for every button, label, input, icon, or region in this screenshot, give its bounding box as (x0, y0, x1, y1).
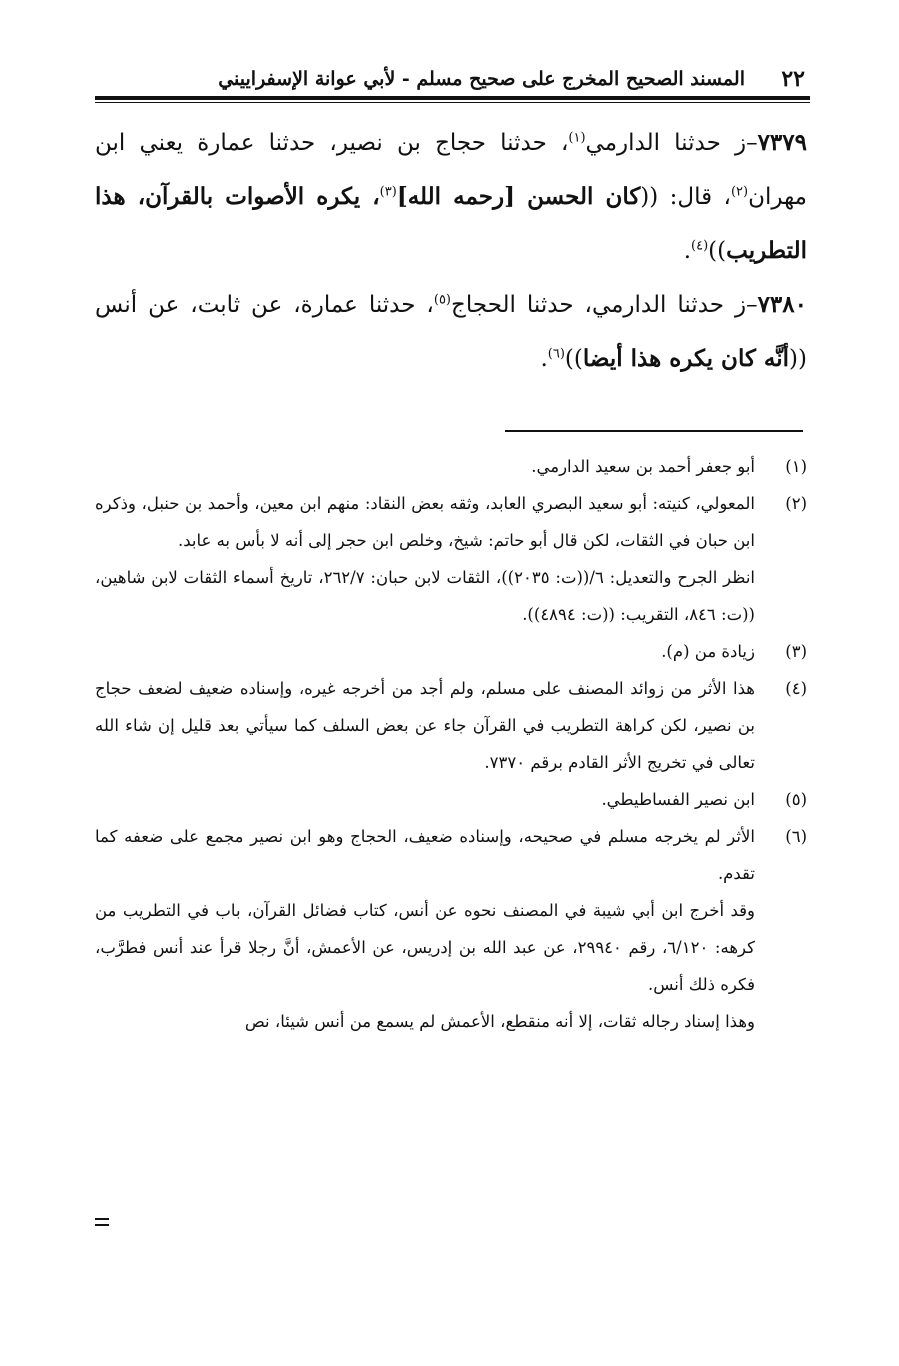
hadith-matn: ، يكره الأصوات بالقرآن، هذا التطريب (95, 183, 807, 264)
hadith-text: )) (564, 346, 583, 372)
hadith-text: . (540, 346, 548, 372)
running-title: المسند الصحيح المخرج على صحيح مسلم - لأبي عوانة الإسفراييني (218, 68, 745, 90)
footnote-text: أبو جعفر أحمد بن سعيد الدارمي. (531, 457, 755, 476)
hadith-matn: كان الحسن [رحمه الله] (396, 183, 641, 210)
footnote-marker: (٣) (785, 642, 807, 661)
footnote-3 (95, 633, 807, 670)
footnote-marker: (٥) (785, 790, 807, 809)
hadith-text: –ز حدثنا الدارمي، حدثنا الحجاج (451, 292, 758, 318)
footnote-ref: (٢) (730, 184, 749, 200)
footnote-marker: (٤) (785, 679, 807, 698)
footnote-text: وقد أخرج ابن أبي شيبة في المصنف نحوه عن أنس، كتاب فضائل القرآن، باب في التطريب من كرهه: ٦/١٢٠، رقم ٢٩٩٤٠، عن عبد الله بن إدريس، عن الأعمش، أنَّ رجلا قرأ عند أنس فطرَّب، فكره ذلك أنس. (95, 901, 755, 994)
footnote-1 (95, 448, 807, 485)
hadith-text: –ز حدثنا الدارمي (585, 130, 758, 156)
footnote-ref: (٣) (379, 184, 397, 200)
footnote-marker: (٢) (785, 494, 807, 513)
continuation-mark (95, 1218, 109, 1230)
footnote-6 (95, 818, 807, 1040)
page-number: ٢٢ (781, 66, 805, 92)
footnote-text: ابن نصير الفساطيطي. (601, 790, 755, 809)
hadith-text: ، حدثنا عمارة، عن ثابت، عن أنس (( (95, 292, 807, 372)
hadith-number: ٧٣٨٠ (757, 291, 807, 318)
footnote-ref: (٦) (547, 346, 565, 362)
footnote-separator (505, 430, 803, 432)
footnote-text: هذا الأثر من زوائد المصنف على مسلم، ولم أجد من أخرجه غيره، وإسناده ضعيف لضعف حجاج بن نصير، لكن كراهة التطريب في القرآن جاء عن بعض السلف كما سيأتي بعد قليل إن شاء الله تعالى في تخريج الأثر القادم برقم ٧٣٧٠. (95, 679, 755, 772)
header-rule-thick (95, 96, 810, 100)
footnote-text: الأثر لم يخرجه مسلم في صحيحه، وإسناده ضعيف، الحجاج وهو ابن نصير مجمع على ضعفه كما تقدم. (95, 827, 755, 883)
hadith-7380 (95, 278, 807, 386)
footnote-ref: (٥) (433, 292, 451, 308)
footnote-ref: (١) (568, 130, 586, 146)
footnote-text: انظر الجرح والتعديل: ٦/((ت: ٢٠٣٥))، الثقات لابن حبان: ٢٦٢/٧، تاريخ أسماء الثقات لابن شاهين، ((ت: ٨٤٦، التقريب: ((ت: ٤٨٩٤)). (95, 568, 755, 624)
hadith-7379 (95, 116, 807, 278)
hadith-number: ٧٣٧٩ (757, 129, 807, 156)
footnote-2 (95, 485, 807, 633)
footnote-5 (95, 781, 807, 818)
footnote-text: وهذا إسناد رجاله ثقات، إلا أنه منقطع، الأعمش لم يسمع من أنس شيئا، نص (244, 1012, 755, 1031)
footnote-text: المعولي، كنيته: أبو سعيد البصري العابد، وثقه بعض النقاد: منهم ابن معين، وأحمد بن حنبل، وذكره ابن حبان في الثقات، لكن قال أبو حاتم: شيخ، وخلص ابن حجر إلى أنه لا بأس به عابد. (95, 494, 755, 550)
header-rule-thin (95, 102, 810, 103)
page-header (95, 60, 805, 100)
hadith-text: . (683, 238, 692, 264)
footnote-text: زيادة من (م). (661, 642, 755, 661)
footnote-marker: (٦) (785, 827, 807, 846)
hadith-matn: أنَّه كان يكره هذا أيضا (582, 345, 790, 372)
hadith-text: ، قال: (( (640, 184, 731, 210)
footnotes (95, 448, 807, 1040)
hadith-text: ، حدثنا حجاج بن نصير، حدثنا عمارة يعني ابن مهران (95, 130, 807, 210)
footnote-marker: (١) (785, 457, 807, 476)
main-text (95, 116, 807, 386)
footnote-4 (95, 670, 807, 781)
hadith-text: )) (708, 238, 727, 264)
footnote-ref: (٤) (691, 238, 709, 254)
